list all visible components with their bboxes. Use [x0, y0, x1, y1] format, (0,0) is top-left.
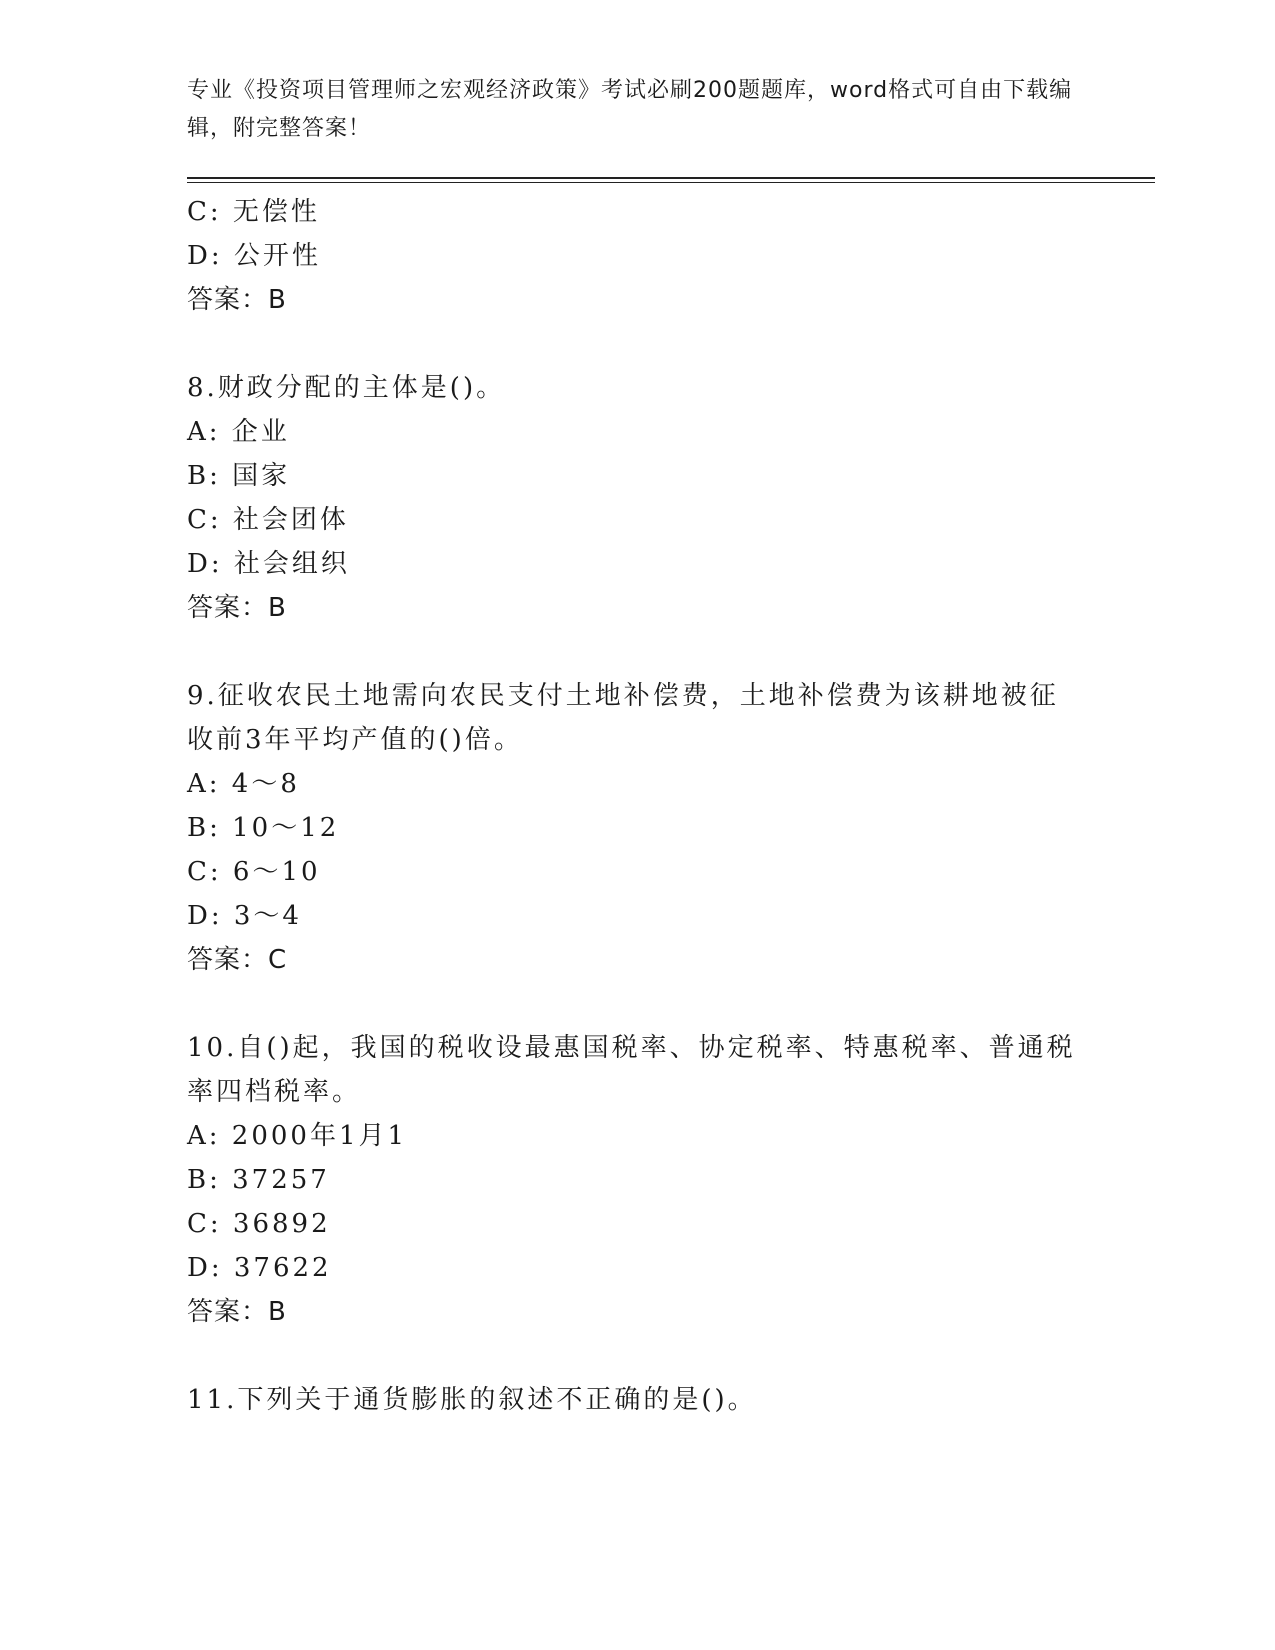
option-c: C: 无偿性 — [187, 197, 320, 227]
header-rule-thin — [187, 182, 1155, 183]
question-9-line-1: 9.征收农民土地需向农民支付土地补偿费，土地补偿费为该耕地被征 — [187, 681, 1059, 711]
option-c: C: 36892 — [187, 1209, 331, 1239]
option-c: C: 社会团体 — [187, 505, 349, 535]
option-b: B: 37257 — [187, 1165, 330, 1195]
option-b: B: 国家 — [187, 461, 291, 491]
option-a: A: 企业 — [187, 417, 290, 447]
header-rule-thick — [187, 177, 1155, 179]
option-d: D: 社会组织 — [187, 549, 350, 579]
answer: 答案：B — [187, 285, 287, 315]
option-d: D: 公开性 — [187, 241, 321, 271]
option-b: B: 10～12 — [187, 813, 340, 843]
option-d: D: 37622 — [187, 1253, 332, 1283]
option-a: A: 2000年1月1 — [187, 1121, 408, 1151]
question-10-line-1: 10.自()起，我国的税收设最惠国税率、协定税率、特惠税率、普通税 — [187, 1033, 1076, 1063]
answer: 答案：B — [187, 593, 287, 623]
question-10-line-2: 率四档税率。 — [187, 1077, 362, 1107]
document-header: 专业《投资项目管理师之宏观经济政策》考试必刷200题题库，word格式可自由下载编辑，附完整答案！ — [187, 78, 1073, 141]
option-d: D: 3～4 — [187, 901, 302, 931]
question-8: 8.财政分配的主体是()。 — [187, 373, 506, 403]
option-c: C: 6～10 — [187, 857, 321, 887]
answer: 答案：B — [187, 1297, 287, 1327]
question-11: 11.下列关于通货膨胀的叙述不正确的是()。 — [187, 1385, 757, 1415]
question-9-line-2: 收前3年平均产值的()倍。 — [187, 725, 523, 755]
answer: 答案：C — [187, 945, 288, 975]
option-a: A: 4～8 — [187, 769, 300, 799]
